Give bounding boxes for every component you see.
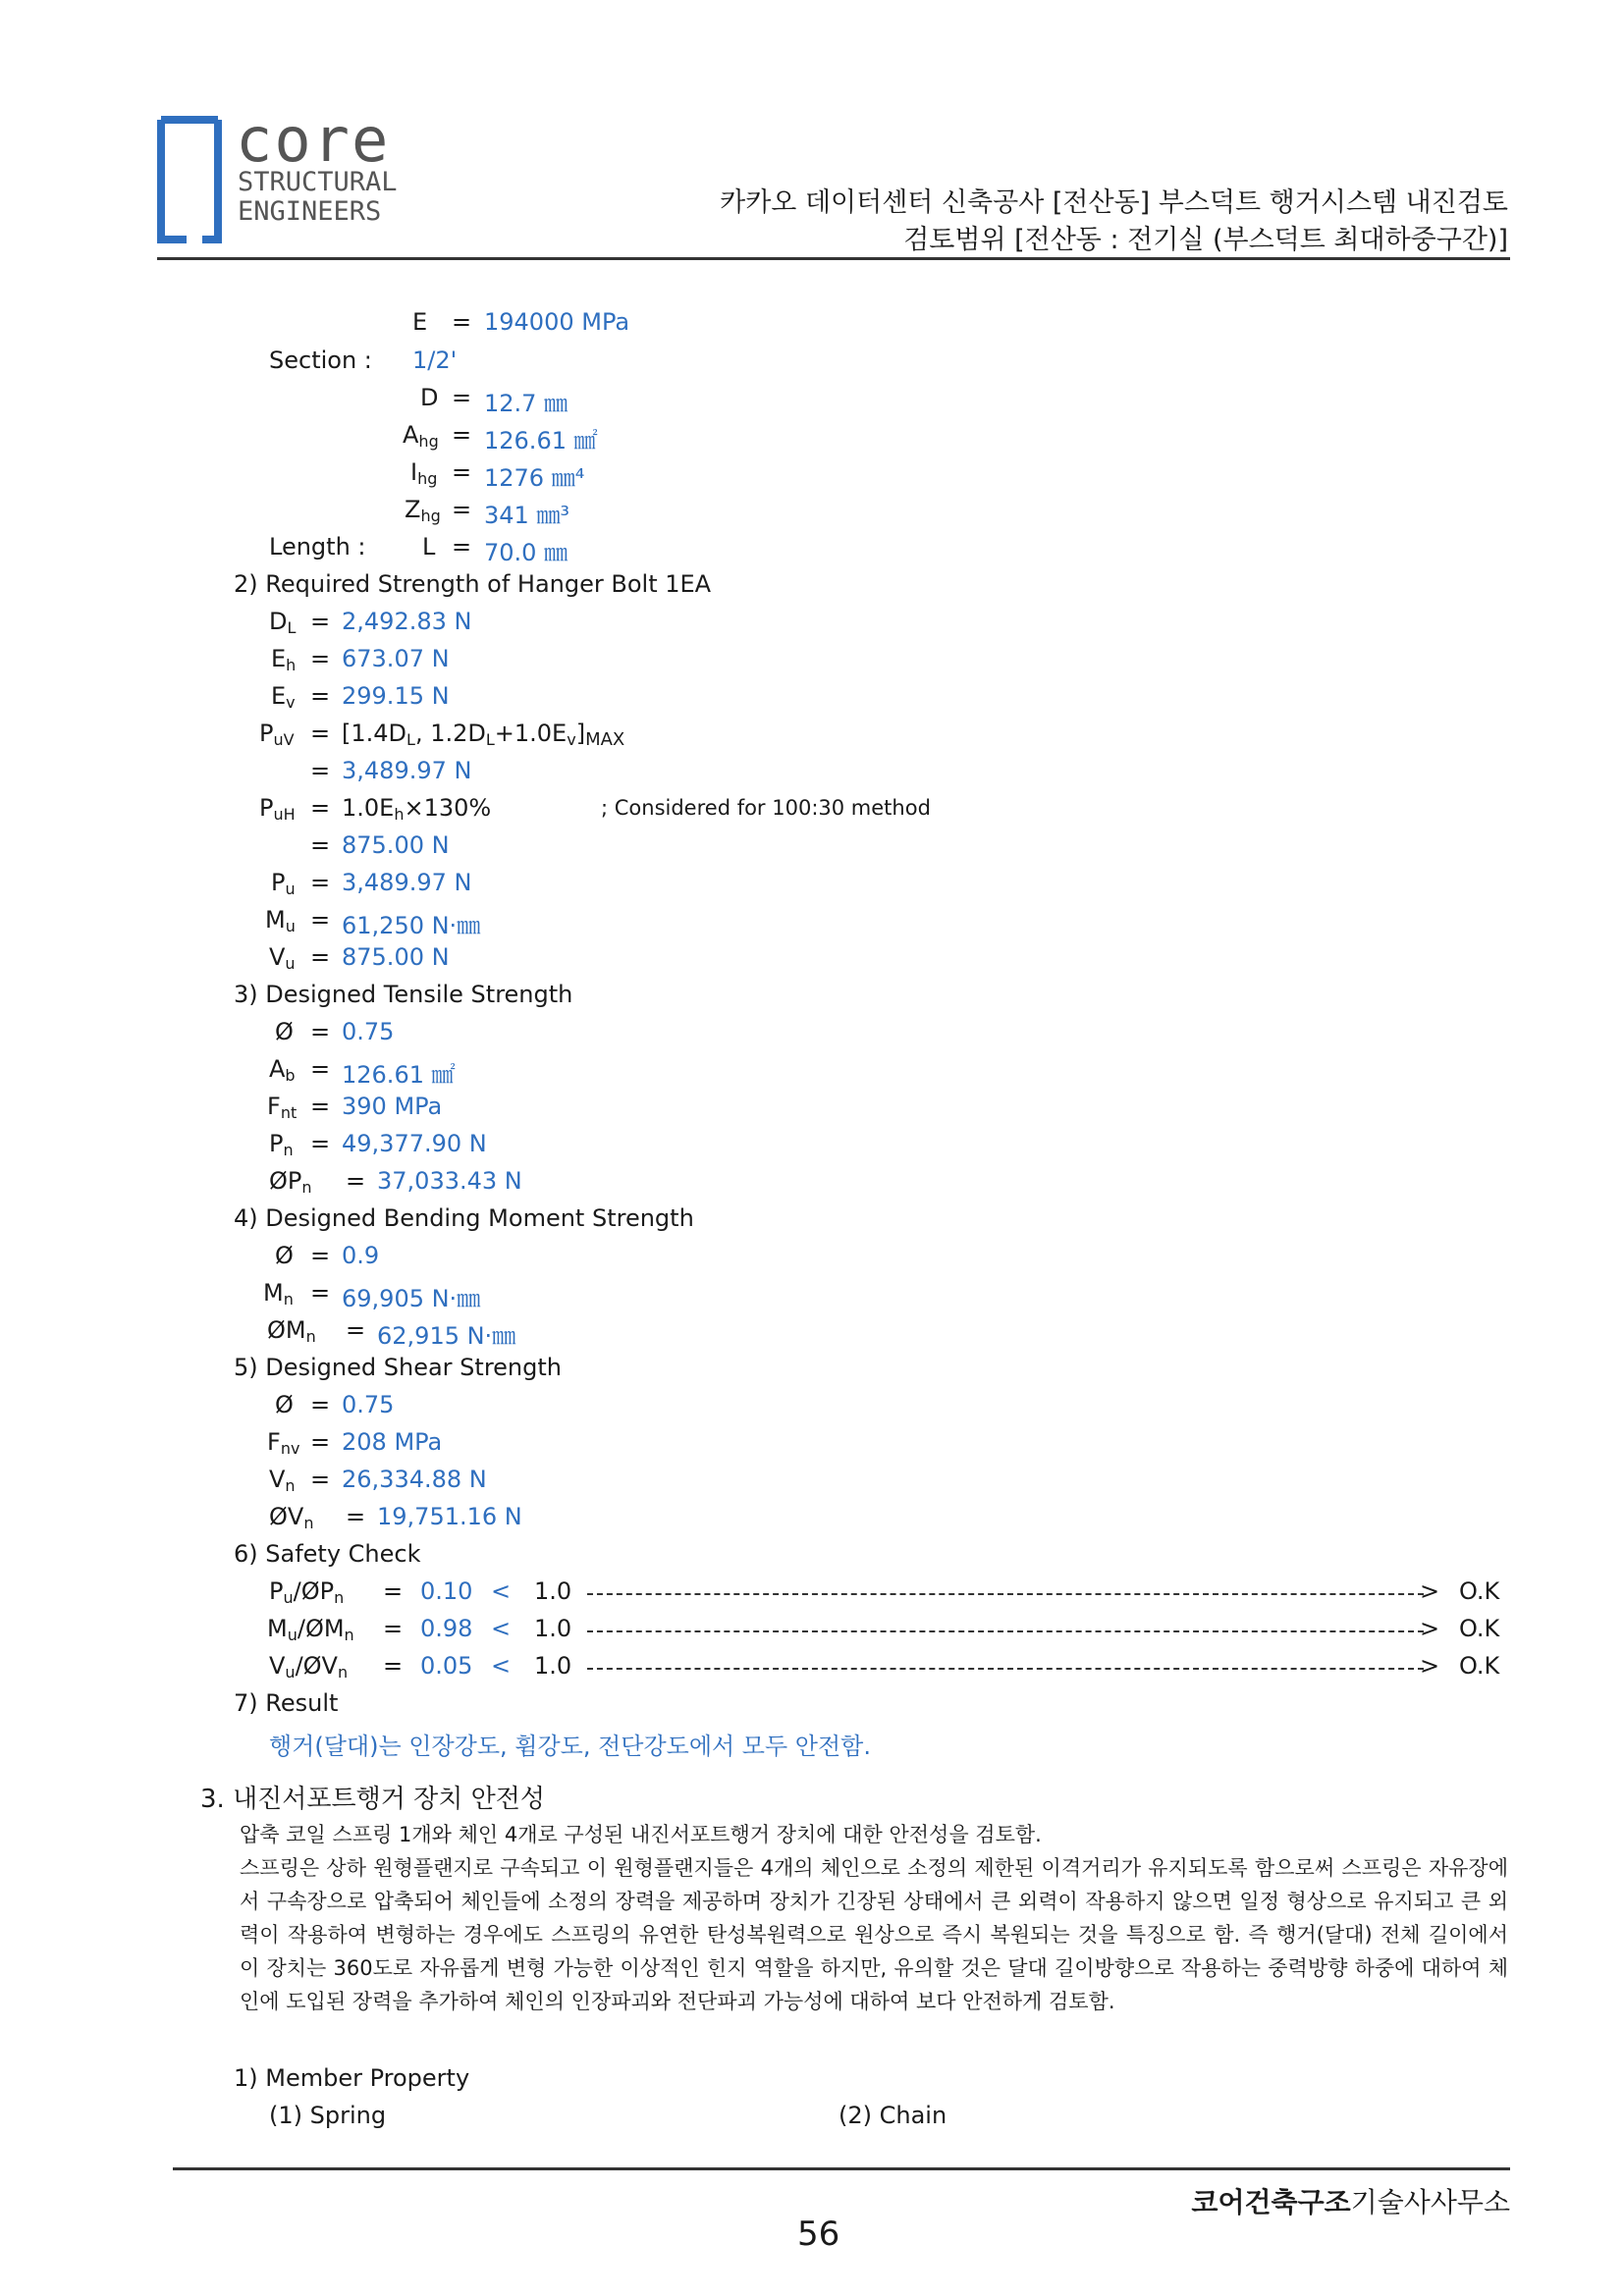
header-rule bbox=[157, 257, 1510, 260]
sec3-para1: 압축 코일 스프링 1개와 체인 4개로 구성된 내진서포트행거 장치에 대한 안전성을 검토함. bbox=[240, 1823, 1042, 1846]
s4-phiMn-value: 62,915 N·㎜ bbox=[377, 1322, 516, 1350]
prop-L-value: 70.0 ㎜ bbox=[484, 539, 568, 566]
header-title-line1: 카카오 데이터센터 신축공사 [전산동] 부스덕트 행거시스템 내진검토 bbox=[720, 187, 1508, 218]
member-heading: 1) Member Property bbox=[234, 2064, 470, 2092]
s2-PuH-eq2: = bbox=[310, 831, 331, 859]
s6-row-2-arrow: > bbox=[1420, 1615, 1440, 1642]
prop-Z-eq: = bbox=[452, 496, 472, 523]
s3-phi-value: 0.75 bbox=[342, 1018, 395, 1045]
prop-E-label: E bbox=[412, 308, 428, 336]
s6-row-1-ratio: 0.10 bbox=[420, 1577, 473, 1605]
s2-PuH-formula: $1.0E_h\times 130\%$ bbox=[342, 794, 492, 824]
s6-row-3-result: O.K bbox=[1459, 1652, 1500, 1680]
s3-phiPn-eq: = bbox=[346, 1167, 366, 1195]
s6-row-3-lt: < bbox=[491, 1652, 512, 1680]
s2-Ev-eq: = bbox=[310, 682, 331, 710]
spring-label: (1) Spring bbox=[269, 2102, 387, 2129]
chain-label: (2) Chain bbox=[839, 2102, 947, 2129]
s5-Fnv-eq: = bbox=[310, 1428, 331, 1456]
s2-PuH-note: ; Considered for 100:30 method bbox=[601, 796, 931, 820]
s6-row-3-dashes bbox=[587, 1668, 1424, 1670]
s2-Ev-value: 299.15 N bbox=[342, 682, 450, 710]
s6-row-2-lt: < bbox=[491, 1615, 512, 1642]
s6-row-2-result: O.K bbox=[1459, 1615, 1500, 1642]
logo bbox=[157, 104, 414, 245]
s4-phi-eq: = bbox=[310, 1242, 331, 1269]
s3-phi-label: Ø bbox=[275, 1018, 294, 1045]
s2-Pu-label: $P_u$ bbox=[271, 869, 296, 898]
s4-Mn-label: $M_n$ bbox=[263, 1279, 294, 1308]
s2-Mu-label: $M_u$ bbox=[265, 906, 296, 935]
s5-Fnv-value: 208 MPa bbox=[342, 1428, 443, 1456]
s3-Pn-eq: = bbox=[310, 1130, 331, 1157]
section-label: Section : bbox=[269, 347, 372, 374]
s6-row-1-result: O.K bbox=[1459, 1577, 1500, 1605]
prop-E-eq: = bbox=[452, 308, 472, 336]
s2-Mu-value: 61,250 N·㎜ bbox=[342, 912, 481, 939]
s5-Vn-value: 26,334.88 N bbox=[342, 1466, 487, 1493]
s2-DL-label: $D_L$ bbox=[269, 608, 297, 637]
s2-Mu-eq: = bbox=[310, 906, 331, 934]
s3-Pn-value: 49,377.90 N bbox=[342, 1130, 487, 1157]
s5-phi-label: Ø bbox=[275, 1391, 294, 1418]
prop-D-label: D bbox=[420, 384, 439, 411]
s5-phiVn-value: 19,751.16 N bbox=[377, 1503, 522, 1530]
s2-PuH-eq: = bbox=[310, 794, 331, 822]
s4-Mn-eq: = bbox=[310, 1279, 331, 1307]
s6-row-1-eq: = bbox=[383, 1577, 404, 1605]
s3-heading: 3) Designed Tensile Strength bbox=[234, 981, 573, 1008]
s6-row-2-label: $M_u/ØM_n$ bbox=[267, 1615, 354, 1644]
logo-word: core bbox=[236, 104, 391, 176]
s6-row-1-limit: 1.0 bbox=[534, 1577, 572, 1605]
s3-Ab-label: $A_b$ bbox=[269, 1055, 296, 1085]
s6-row-3-limit: 1.0 bbox=[534, 1652, 572, 1680]
prop-A-label: $A_{hg}$ bbox=[403, 421, 439, 451]
prop-A-value: 126.61 ㎟ bbox=[484, 427, 598, 454]
s2-Eh-value: 673.07 N bbox=[342, 645, 450, 672]
prop-L-label: L bbox=[422, 533, 436, 561]
s3-phi-eq: = bbox=[310, 1018, 331, 1045]
s4-phiMn-eq: = bbox=[346, 1316, 366, 1344]
s2-PuV-eq: = bbox=[310, 720, 331, 747]
s3-Ab-eq: = bbox=[310, 1055, 331, 1083]
s2-PuV-label: $P_{uV}$ bbox=[259, 720, 295, 749]
prop-E-value: 194000 MPa bbox=[484, 308, 630, 336]
s2-Vu-label: $V_u$ bbox=[269, 943, 296, 973]
sec3-para2: 스프링은 상하 원형플랜지로 구속되고 이 원형플랜지들은 4개의 체인으로 소정의 제한된 이격거리가 유지되도록 함으로써 스프링은 자유장에서 구속장으로 압축되어 체인들에 소정의 장력을 제공하며 장치가 긴장된 상태에서 큰 외력이 작용하지 않으면 일정 형상으로 유지되고 큰 외력이 작용하여 변형하는 경우에도 스프링의 유연한 탄성복원력으로 원상으로 즉시 복원되는 것을 특징으로 함. 즉 행거(달대) 전체 길이에서 이 장치는 360도로 자유롭게 변형 가능한 이상적인 힌지 역할을 하지만, 유의할 것은 달대 길이방향으로 작용하는 중력방향 하중에 대하여 체인에 도입된 장력을 추가하여 체인의 인장파괴와 전단파괴 가능성에 대하여 보다 안전하게 검토함. bbox=[240, 1856, 1508, 2013]
page-number: 56 bbox=[797, 2215, 840, 2254]
prop-D-eq: = bbox=[452, 384, 472, 411]
s2-heading: 2) Required Strength of Hanger Bolt 1EA bbox=[234, 570, 712, 598]
s4-phi-value: 0.9 bbox=[342, 1242, 380, 1269]
s6-row-3-eq: = bbox=[383, 1652, 404, 1680]
prop-I-label: $I_{hg}$ bbox=[410, 458, 438, 488]
s6-row-2-ratio: 0.98 bbox=[420, 1615, 473, 1642]
s5-Vn-label: $V_n$ bbox=[269, 1466, 296, 1495]
section-value: 1/2' bbox=[412, 347, 458, 374]
s6-row-1-dashes bbox=[587, 1593, 1424, 1595]
prop-Z-label: $Z_{hg}$ bbox=[405, 496, 441, 525]
s6-row-3-ratio: 0.05 bbox=[420, 1652, 473, 1680]
s2-Pu-eq: = bbox=[310, 869, 331, 896]
s4-phi-label: Ø bbox=[275, 1242, 294, 1269]
s4-heading: 4) Designed Bending Moment Strength bbox=[234, 1204, 694, 1232]
logo-bracket-icon bbox=[157, 116, 226, 245]
s4-Mn-value: 69,905 N·㎜ bbox=[342, 1285, 481, 1312]
s6-row-2-eq: = bbox=[383, 1615, 404, 1642]
footer-rule bbox=[173, 2167, 1510, 2170]
s4-phiMn-label: $ØM_n$ bbox=[267, 1316, 316, 1346]
s2-DL-value: 2,492.83 N bbox=[342, 608, 472, 635]
s3-phiPn-label: $ØP_n$ bbox=[269, 1167, 312, 1197]
s2-Pu-value: 3,489.97 N bbox=[342, 869, 472, 896]
s6-row-3-label: $V_u/ØV_n$ bbox=[269, 1652, 349, 1682]
s2-Eh-label: $E_h$ bbox=[271, 645, 297, 674]
s2-PuV-value: 3,489.97 N bbox=[342, 757, 472, 784]
s5-phi-value: 0.75 bbox=[342, 1391, 395, 1418]
s6-row-2-limit: 1.0 bbox=[534, 1615, 572, 1642]
header-title-line2: 검토범위 [전산동 : 전기실 (부스덕트 최대하중구간)] bbox=[903, 225, 1508, 255]
s6-row-3-arrow: > bbox=[1420, 1652, 1440, 1680]
footer-company-bold: 코어건축구조 bbox=[1191, 2186, 1351, 2218]
logo-line2: ENGINEERS bbox=[238, 196, 382, 227]
s3-Pn-label: $P_n$ bbox=[269, 1130, 294, 1159]
prop-L-eq: = bbox=[452, 533, 472, 561]
s5-Vn-eq: = bbox=[310, 1466, 331, 1493]
s7-heading: 7) Result bbox=[234, 1689, 339, 1717]
s2-Ev-label: $E_v$ bbox=[271, 682, 296, 712]
s3-phiPn-value: 37,033.43 N bbox=[377, 1167, 522, 1195]
sec3-heading: 3. 내진서포트행거 장치 안전성 bbox=[200, 1785, 545, 1814]
prop-D-value: 12.7 ㎜ bbox=[484, 390, 568, 417]
s2-Eh-eq: = bbox=[310, 645, 331, 672]
s2-PuV-formula: [$1.4D_L$, $1.2D_L+1.0E_v]_{MAX}$ bbox=[342, 720, 625, 750]
s5-heading: 5) Designed Shear Strength bbox=[234, 1354, 562, 1381]
prop-A-eq: = bbox=[452, 421, 472, 449]
s5-Fnv-label: $F_{nv}$ bbox=[267, 1428, 300, 1458]
s6-row-2-dashes bbox=[587, 1630, 1424, 1632]
s7-result-text: 행거(달대)는 인장강도, 휨강도, 전단강도에서 모두 안전함. bbox=[269, 1733, 871, 1760]
logo-line1: STRUCTURAL bbox=[238, 167, 398, 197]
s2-DL-eq: = bbox=[310, 608, 331, 635]
footer-company bbox=[1191, 2181, 1510, 2220]
s2-Vu-eq: = bbox=[310, 943, 331, 971]
prop-I-eq: = bbox=[452, 458, 472, 486]
s6-row-1-lt: < bbox=[491, 1577, 512, 1605]
s2-PuV-eq2: = bbox=[310, 757, 331, 784]
s5-phiVn-label: $ØV_n$ bbox=[269, 1503, 314, 1532]
s6-row-1-arrow: > bbox=[1420, 1577, 1440, 1605]
s3-Ab-value: 126.61 ㎟ bbox=[342, 1061, 456, 1089]
s2-PuH-value: 875.00 N bbox=[342, 831, 450, 859]
s2-Vu-value: 875.00 N bbox=[342, 943, 450, 971]
s6-row-1-label: $P_u/ØP_n$ bbox=[269, 1577, 345, 1607]
s6-heading: 6) Safety Check bbox=[234, 1540, 421, 1568]
prop-Z-value: 341 ㎜³ bbox=[484, 502, 570, 529]
s3-Fnt-label: $F_{nt}$ bbox=[267, 1093, 298, 1122]
s5-phiVn-eq: = bbox=[346, 1503, 366, 1530]
footer-company-rest: 기술사사무소 bbox=[1350, 2186, 1510, 2218]
prop-I-value: 1276 ㎜⁴ bbox=[484, 464, 585, 492]
s3-Fnt-value: 390 MPa bbox=[342, 1093, 443, 1120]
length-label: Length : bbox=[269, 533, 366, 561]
s3-Fnt-eq: = bbox=[310, 1093, 331, 1120]
s2-PuH-label: $P_{uH}$ bbox=[259, 794, 296, 824]
s5-phi-eq: = bbox=[310, 1391, 331, 1418]
